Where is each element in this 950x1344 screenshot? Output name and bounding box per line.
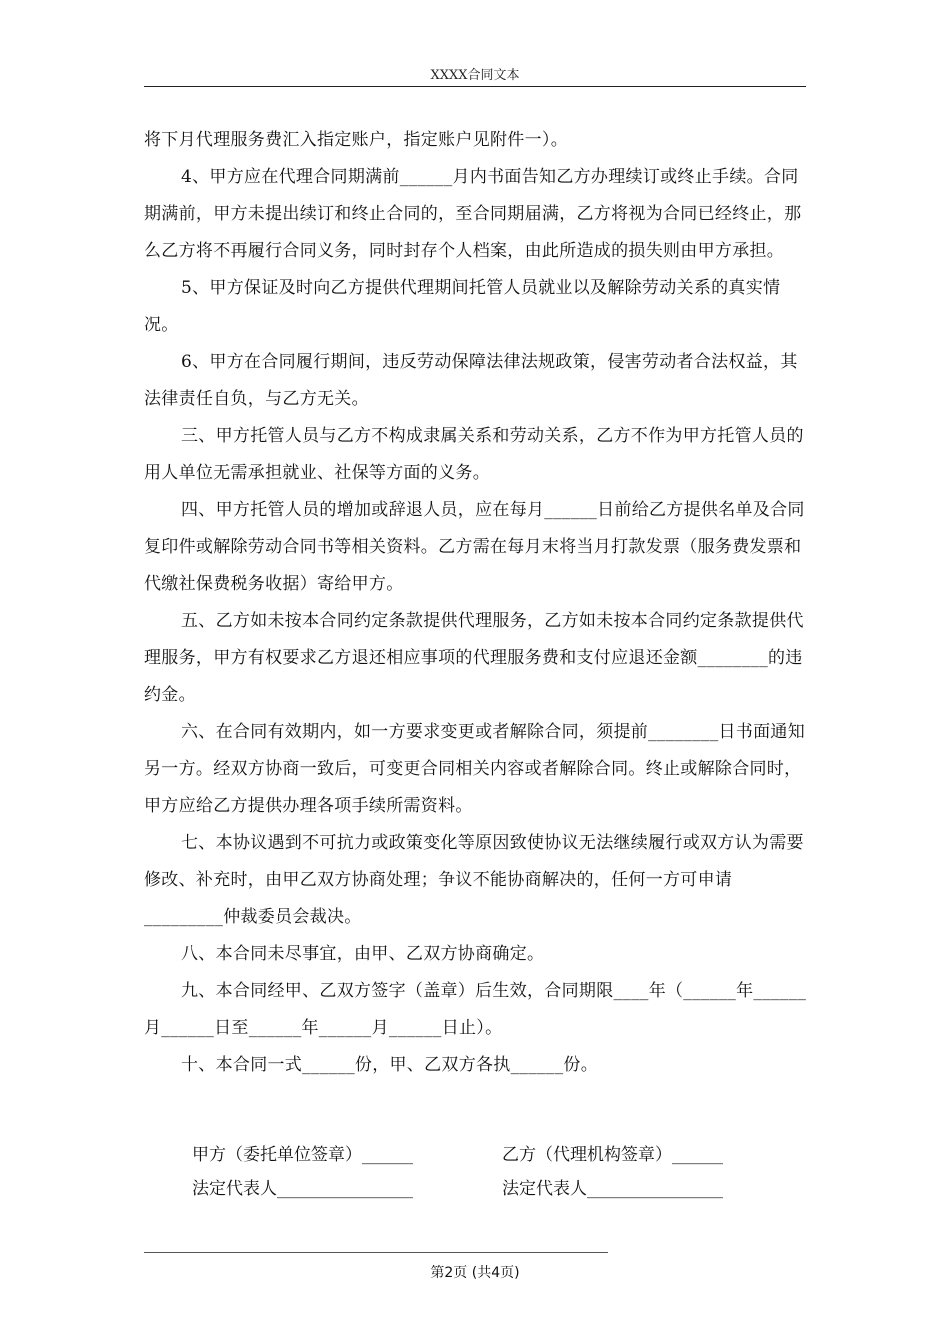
article-4: 四、甲方托管人员的增加或辞退人员，应在每月______日前给乙方提供名单及合同复印件或解除劳动合同书等相关资料。乙方需在每月末将当月打款发票（服务费发票和代缴社保费税务收据）寄给甲方。: [144, 500, 805, 594]
clause-4: 4、甲方应在代理合同期满前______月内书面告知乙方办理续订或终止手续。合同期满前，甲方未提出续订和终止合同的，至合同期届满，乙方将视为合同已经终止，那么乙方将不再履行合同义务，同时封存个人档案，由此所造成的损失则由甲方承担。: [144, 167, 802, 261]
party-b-representative-line: 法定代表人________________: [502, 1179, 723, 1199]
footer-divider: [144, 1252, 608, 1253]
header-divider: [144, 86, 806, 87]
party-a-seal-line: 甲方（委托单位签章）______: [192, 1145, 413, 1165]
page-number: 第2页 (共4页): [430, 1265, 520, 1281]
contract-body: [144, 122, 810, 1084]
article-8: 八、本合同未尽事宜，由甲、乙双方协商确定。: [181, 944, 545, 964]
party-b-seal-line: 乙方（代理机构签章）______: [502, 1145, 723, 1165]
party-a-representative-line: 法定代表人________________: [192, 1179, 413, 1199]
document-header-title: XXXX合同文本: [430, 68, 520, 83]
article-3: 三、甲方托管人员与乙方不构成隶属关系和劳动关系，乙方不作为甲方托管人员的用人单位无需承担就业、社保等方面的义务。: [144, 426, 804, 483]
clause-6: 6、甲方在合同履行期间，违反劳动保障法律法规政策，侵害劳动者合法权益，其法律责任自负，与乙方无关。: [144, 352, 798, 409]
paragraph-continuation: 将下月代理服务费汇入指定账户，指定账户见附件一）。: [144, 130, 568, 150]
article-6: 六、在合同有效期内，如一方要求变更或者解除合同，须提前________日书面通知另一方。经双方协商一致后，可变更合同相关内容或者解除合同。终止或解除合同时，甲方应给乙方提供办理各项手续所需资料。: [144, 722, 805, 816]
article-7: 七、本协议遇到不可抗力或政策变化等原因致使协议无法继续履行或双方认为需要修改、补充时，由甲乙双方协商处理；争议不能协商解决的，任何一方可申请_________仲裁委员会裁决。: [144, 833, 804, 927]
article-9: 九、本合同经甲、乙双方签字（盖章）后生效，合同期限____年（______年______月______日至______年______月______日止）。: [144, 981, 807, 1038]
clause-5: 5、甲方保证及时向乙方提供代理期间托管人员就业以及解除劳动关系的真实情况。: [144, 278, 781, 335]
article-5: 五、乙方如未按本合同约定条款提供代理服务，乙方如未按本合同约定条款提供代理服务，甲方有权要求乙方退还相应事项的代理服务费和支付应退还金额________的违约金。: [144, 611, 804, 705]
signature-block: [192, 1138, 812, 1206]
article-10: 十、本合同一式______份，甲、乙双方各执______份。: [181, 1055, 598, 1075]
